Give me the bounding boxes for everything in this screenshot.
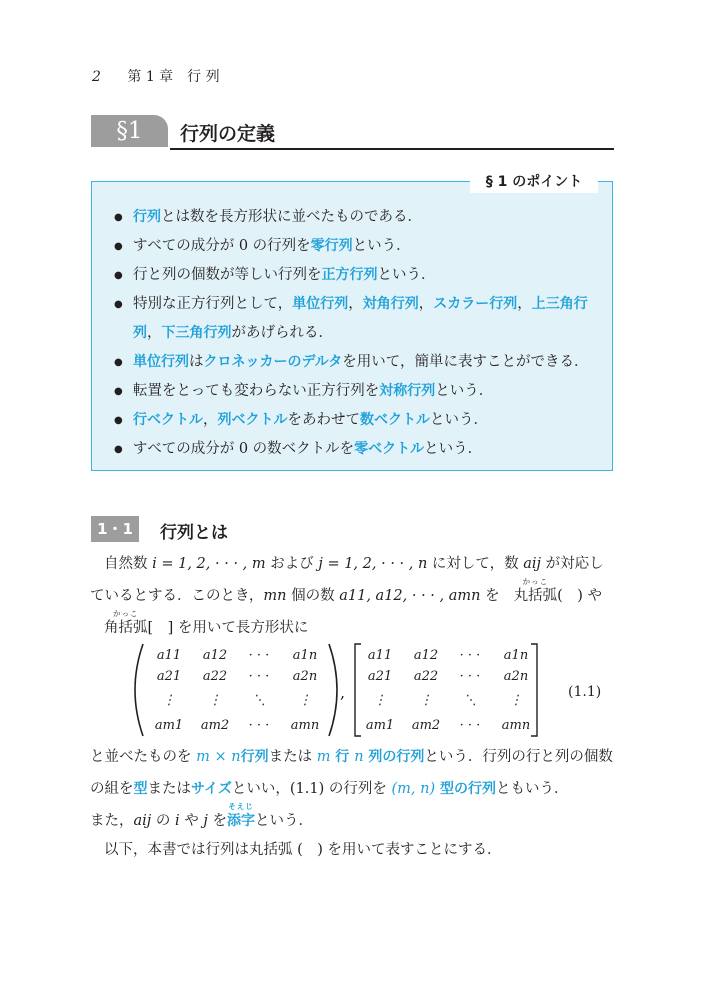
matrix-entry: · · · bbox=[248, 648, 270, 663]
matrix-entry: amn bbox=[501, 718, 531, 733]
matrix-entry: a21 bbox=[367, 669, 393, 684]
section-rule bbox=[170, 148, 614, 150]
point-item: ● 行と列の個数が等しい行列を正方行列という． bbox=[114, 261, 604, 290]
matrix-entry: a1n bbox=[503, 648, 529, 663]
matrix-entry: · · · bbox=[459, 718, 481, 733]
matrix-entry: ⋱ bbox=[252, 693, 266, 708]
matrix-entry: · · · bbox=[248, 718, 270, 733]
matrix-entry: a22 bbox=[413, 669, 439, 684]
point-item: ● 特別な正方行列として，単位行列，対角行列，スカラー行列，上三角行列，下三角行列があげられる． bbox=[114, 290, 604, 348]
point-item: ● すべての成分が 0 の行列を零行列という． bbox=[114, 232, 604, 261]
matrix-entry: a12 bbox=[413, 648, 439, 663]
matrix-entry: · · · bbox=[459, 669, 481, 684]
ruby-marukakko: かっこ 丸括弧 bbox=[513, 577, 558, 604]
matrix-entry: a12 bbox=[202, 648, 228, 663]
paragraph-3: また，aij の i や j を そえじ 添字という． bbox=[90, 805, 616, 837]
matrix-entry: ⋮ bbox=[162, 693, 176, 708]
section-title: 行列の定義 bbox=[180, 123, 276, 145]
ruby-kakukakko: かっこ 角括弧 bbox=[104, 609, 148, 636]
point-item: ● すべての成分が 0 の数ベクトルを零ベクトルという． bbox=[114, 435, 604, 464]
matrix-entry: am1 bbox=[154, 718, 184, 733]
math-entries: a11, a12, · · · , amn bbox=[339, 588, 481, 604]
math-mxn: m × n bbox=[196, 749, 241, 765]
page-number: 2 bbox=[92, 69, 101, 85]
equation-number: (1.1) bbox=[568, 684, 602, 700]
matrix-entry: am2 bbox=[200, 718, 230, 733]
math-j-range: j = 1, 2, · · · , n bbox=[318, 556, 428, 572]
matrix-entry: ⋱ bbox=[463, 693, 477, 708]
point-list bbox=[114, 203, 604, 464]
paragraph-1: 自然数 i = 1, 2, · · · , m および j = 1, 2, · · · , n に対して，数 aij が対応しているとする．このとき，mn 個の数 a11, a12, · · · , amn を かっこ 丸括弧( ) や かっこ 角括弧[ ] を用いて長方形状に bbox=[90, 548, 616, 644]
matrix-comma: , bbox=[340, 683, 346, 702]
matrix-entry: ⋮ bbox=[298, 693, 312, 708]
point-item: ● 行ベクトル，列ベクトルをあわせて数ベクトルという． bbox=[114, 406, 604, 435]
math-i-range: i = 1, 2, · · · , m bbox=[152, 556, 266, 572]
running-header bbox=[92, 66, 220, 86]
matrix-entry: a21 bbox=[156, 669, 182, 684]
point-box-label: § 1 のポイント bbox=[470, 171, 598, 193]
section-badge: §1 bbox=[91, 115, 168, 147]
matrix-entry: a11 bbox=[156, 648, 182, 663]
matrix-entry: a2n bbox=[292, 669, 318, 684]
matrix-entry: a22 bbox=[202, 669, 228, 684]
matrix-entry: am2 bbox=[411, 718, 441, 733]
matrix-entry: a11 bbox=[367, 648, 393, 663]
math-mn: mn bbox=[263, 588, 287, 604]
matrix-entry: ⋮ bbox=[419, 693, 433, 708]
matrix-entry: ⋮ bbox=[208, 693, 222, 708]
matrix-entry: ⋮ bbox=[373, 693, 387, 708]
matrix-entry: amn bbox=[290, 718, 320, 733]
ruby-soeji: そえじ 添字 bbox=[226, 802, 255, 829]
subsection-badge: 1・1 bbox=[91, 516, 139, 542]
matrix-entry: · · · bbox=[248, 669, 270, 684]
math-type: (m, n) bbox=[391, 781, 436, 797]
subsection-title: 行列とは bbox=[160, 523, 228, 543]
chapter-title: 第 1 章 行 列 bbox=[127, 69, 220, 85]
matrix-entry: ⋮ bbox=[509, 693, 523, 708]
point-item: ● 行列とは数を長方形状に並べたものである． bbox=[114, 203, 604, 232]
math-aij: aij bbox=[523, 556, 542, 572]
matrix-entry: a1n bbox=[292, 648, 318, 663]
matrix-entry: am1 bbox=[365, 718, 395, 733]
point-item: ● 転置をとっても変わらない正方行列を対称行列という． bbox=[114, 377, 604, 406]
matrix-entry: a2n bbox=[503, 669, 529, 684]
point-item: ● 単位行列はクロネッカーのデルタを用いて，簡単に表すことができる． bbox=[114, 348, 604, 377]
paragraph-4: 以下，本書では行列は丸括弧 ( ) を用いて表すことにする． bbox=[104, 842, 502, 858]
paragraph-2: と並べたものを m × n行列または m 行 n 列の行列という．行列の行と列の個数の組を型またはサイズといい，(1.1) の行列を (m, n) 型の行列ともいう． bbox=[90, 749, 613, 797]
matrix-entry: · · · bbox=[459, 648, 481, 663]
